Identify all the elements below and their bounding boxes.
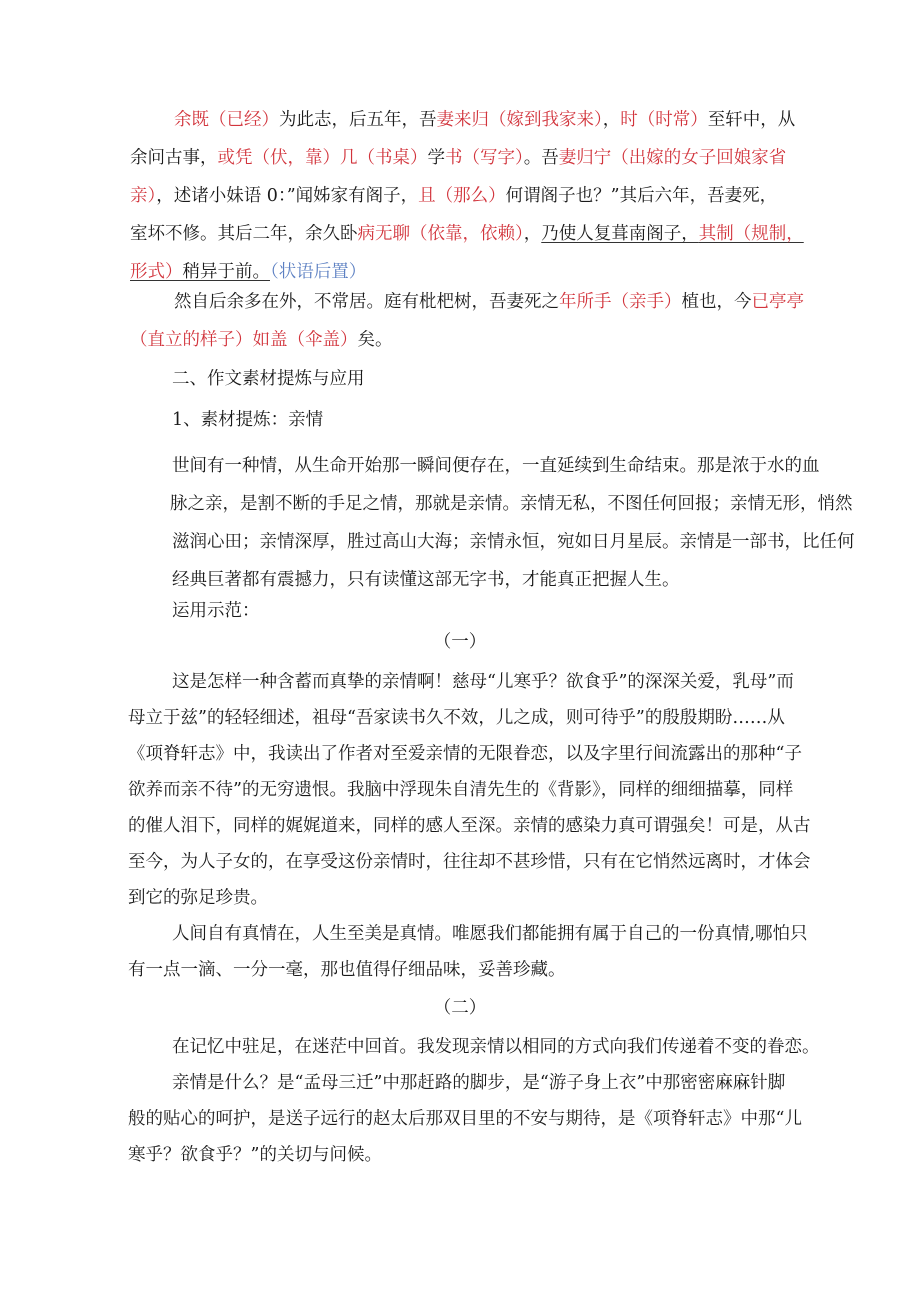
example1-paragraph-1 (128, 672, 811, 924)
text-line: 在记忆中驻足，在迷茫中回首。我发现亲情以相同的方式向我们传递着不变的眷恋。 (172, 1037, 820, 1057)
text-segment: 至轩中，从 (707, 110, 796, 130)
annotation: 其制（规制， (698, 224, 804, 244)
classical-paragraph-2 (130, 292, 820, 368)
sub-heading: 1、素材提炼：亲情 (172, 410, 324, 430)
text-line: 这是怎样一种含蓄而真挚的亲情啊！慈母“儿寒乎？欲食乎”的深深关爱，乳母”而 (172, 672, 794, 692)
usage-label: 运用示范： (172, 601, 260, 621)
annotation: 已亭亭 (751, 292, 804, 312)
underlined-sentence: 乃使人复葺南阁子， (541, 224, 699, 244)
text-segment: ， (523, 224, 542, 244)
annotation: 且（那么） (418, 186, 506, 206)
text-line: 人间自有真情在，人生至美是真情。唯愿我们都能拥有属于自己的一份真情,哪怕只 (172, 924, 808, 944)
example1-paragraph-2 (128, 924, 808, 996)
example-title: （二） (433, 998, 487, 1018)
text-line: 脉之亲，是割不断的手足之情，那就是亲情。亲情无私，不图任何回报；亲情无形，悄然 (170, 494, 853, 514)
text-line: 经典巨著都有震撼力，只有读懂这部无字书，才能真正把握人生。 (172, 570, 680, 590)
example-title: （一） (433, 632, 487, 652)
text-line: 至今，为人子女的，在享受这份亲情时，往往却不甚珍惜，只有在它悄然远离时，才体会 (128, 852, 811, 872)
annotation: 如盖（伞盖） (252, 330, 358, 350)
annotation: 或凭（伏，靠） (217, 148, 340, 168)
text-line (174, 110, 820, 148)
text-segment: 余问古事， (130, 148, 218, 168)
text-line: 滋润心田；亲情深厚，胜过高山大海；亲情永恒，宛如日月星辰。亲情是一部书，比任何 (172, 532, 855, 552)
text-segment: 矣。 (357, 330, 393, 350)
text-segment: 学 (427, 148, 445, 168)
text-line: 世间有一种情，从生命开始那一瞬间便存在，一直延续到生命结束。那是浓于水的血 (172, 456, 820, 476)
annotation: 余既（已经） (174, 110, 279, 130)
text-line: 寒乎？欲食乎？”的关切与问候。 (128, 1145, 382, 1165)
text-segment: ，述诸小妹语 0：”闻姊家有阁子， (156, 186, 419, 206)
example2-paragraph-1 (172, 1037, 820, 1073)
text-line (174, 292, 820, 330)
annotation: 病无聊（依靠，依赖） (357, 224, 524, 244)
text-line: 的催人泪下，同样的娓娓道来，同样的感人至深。亲情的感染力真可谓强矣！可是，从古 (128, 816, 811, 836)
text-segment: 为此志，后五年，吾 (279, 110, 437, 130)
text-line: 欲养而亲不待”的无穷遗恨。我脑中浮现朱自清先生的《背影》，同样的细细描摹，同样 (128, 780, 794, 800)
underlined-sentence: 稍异于前。 (182, 262, 270, 282)
annotation: 形式） (130, 262, 183, 282)
annotation: 几（书桌） (340, 148, 428, 168)
annotation: 妻来归（嫁到我家来） (436, 110, 603, 130)
annotation: 书（写字） (445, 148, 524, 168)
example2-paragraph-2 (128, 1073, 802, 1181)
text-line (130, 148, 820, 186)
text-segment: 室坏不修。其后二年，余久卧 (130, 224, 358, 244)
text-line (130, 186, 820, 224)
text-line: 母立于兹”的轻轻细述，祖母“吾家读书久不效，儿之成，则可待乎”的殷殷期盼……从 (128, 708, 785, 728)
text-segment: 。吾 (523, 148, 559, 168)
text-line (130, 224, 820, 262)
text-segment: 然自后余多在外，不常居。庭有枇杷树，吾妻死之 (174, 292, 559, 312)
material-paragraph (170, 456, 855, 608)
text-line: 亲情是什么？是“孟母三迁”中那赶路的脚步，是“游子身上衣”中那密密麻麻针脚 (172, 1073, 786, 1093)
annotation: 亲） (130, 186, 157, 206)
classical-paragraph-1 (130, 110, 820, 300)
annotation: 时（时常） (620, 110, 708, 130)
text-line (130, 330, 820, 368)
text-line: 到它的弥足珍贵。 (128, 888, 268, 908)
text-line: 有一点一滴、一分一毫，那也值得仔细品味，妥善珍藏。 (128, 960, 566, 980)
text-segment: ， (602, 110, 621, 130)
grammar-note: （状语后置） (270, 262, 367, 282)
section-heading: 二、作文素材提炼与应用 (172, 369, 365, 389)
annotation: 妻归宁（出嫁的女子回娘家省 (558, 148, 787, 168)
text-line: 般的贴心的呵护，是送子远行的赵太后那双目里的不安与期待，是《项脊轩志》中那“儿 (128, 1109, 802, 1129)
text-segment: 植也，今 (681, 292, 752, 312)
annotation: （直立的样子） (130, 330, 253, 350)
text-line: 《项脊轩志》中，我读出了作者对至爱亲情的无限眷恋，以及字里行间流露出的那种“子 (128, 744, 802, 764)
annotation: 年所手（亲手） (559, 292, 682, 312)
text-segment: 何谓阁子也？”其后六年，吾妻死， (505, 186, 778, 206)
